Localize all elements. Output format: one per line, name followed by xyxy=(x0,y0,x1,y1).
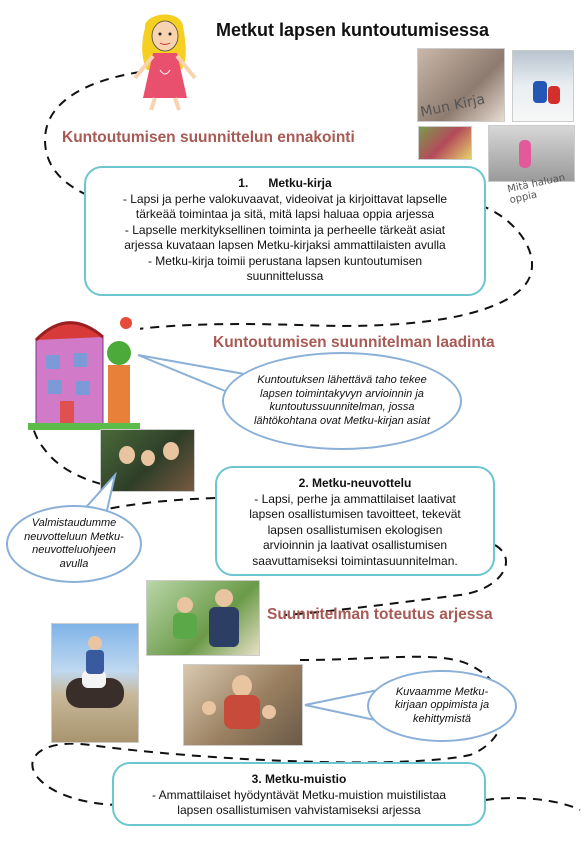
handwriting-what-to-learn: Mitä haluan oppia xyxy=(506,172,567,207)
box2-line: lapsen osallistumisen tavoitteet, tekevät xyxy=(249,507,461,521)
bubble-referral xyxy=(222,352,462,450)
bubble-describe xyxy=(367,670,517,742)
box2-line: arvioinnin ja laativat osallistumisen xyxy=(262,538,448,552)
bubble-line: avulla xyxy=(59,557,89,570)
metku-muistio-box xyxy=(112,762,486,826)
bubble-line: neuvotteluohjeen xyxy=(32,544,116,556)
box1-line: suunnittelussa xyxy=(246,269,324,283)
section-planning: Kuntoutumisen suunnitelman laadinta xyxy=(213,334,495,351)
page-title: Metkut lapsen kuntoutumisessa xyxy=(216,20,490,40)
child-drawing-girl xyxy=(125,8,205,113)
metku-kirja-heading: 1. Metku-kirja xyxy=(238,176,332,190)
bubble-line: kuntoutussuunnitelman, jossa xyxy=(269,401,415,413)
photo-children-playing xyxy=(146,580,260,656)
metku-neuvottelu-heading: 2. Metku-neuvottelu xyxy=(298,476,412,490)
photo-child-pony xyxy=(51,623,139,743)
bubble-line: Valmistaudumme xyxy=(31,517,117,529)
box2-line: - Lapsi, perhe ja ammattilaiset laativat xyxy=(254,491,456,506)
photo-family-book xyxy=(418,126,472,160)
bubble-line: Kuntoutuksen lähettävä taho tekee xyxy=(257,374,427,386)
metku-kirja-box xyxy=(84,166,486,296)
metku-muistio-heading: 3. Metku-muistio xyxy=(251,772,347,786)
section-implementation: Suunnitelman toteutus arjessa xyxy=(267,606,493,623)
bubble-line: kirjaan oppimista ja xyxy=(394,699,490,712)
box1-line: - Metku-kirja toimii perustana lapsen kuntoutumisen xyxy=(147,253,423,268)
box3-line: - Ammattilaiset hyödyntävät Metku-muistion muistilistaa xyxy=(151,787,447,802)
section-anticipation: Kuntoutumisen suunnittelun ennakointi xyxy=(62,129,355,146)
metku-neuvottelu-box xyxy=(215,466,495,576)
box3-line: lapsen osallistumisen vahvistamiseksi arjessa xyxy=(177,803,421,817)
bubble-line: Kuvaamme Metku- xyxy=(395,685,489,698)
bubble-line: kehittymistä xyxy=(412,712,472,725)
bubble-line: neuvotteluun Metku- xyxy=(24,530,124,543)
box2-line: saavuttamiseksi toimintasuunnitelman. xyxy=(252,553,458,568)
box1-line: arjessa kuvataan lapsen Metku-kirjaksi ammattilaisten avulla xyxy=(124,238,446,252)
box2-line: lapsen osallistumisen ekologisen xyxy=(267,522,443,537)
handwriting-my-book: Mun Kirja xyxy=(419,91,487,121)
box1-line: - Lapselle merkityksellinen toiminta ja perheelle tärkeät asiat xyxy=(124,222,446,237)
box1-line: - Lapsi ja perhe valokuvaavat, videoivat ja kirjoittavat lapselle xyxy=(122,191,448,206)
photo-children-snow xyxy=(512,50,574,122)
bubble-prepare xyxy=(6,505,142,583)
bubble-line: lähtökohtana ovat Metku-kirjan asiat xyxy=(253,414,431,427)
photo-mother-children xyxy=(183,664,303,746)
box1-line: tärkeää toimintaa ja sitä, mitä lapsi haluaa oppia arjessa xyxy=(135,207,435,221)
bubble-line: lapsen toimintakyvyn arvioinnin ja xyxy=(260,387,424,400)
